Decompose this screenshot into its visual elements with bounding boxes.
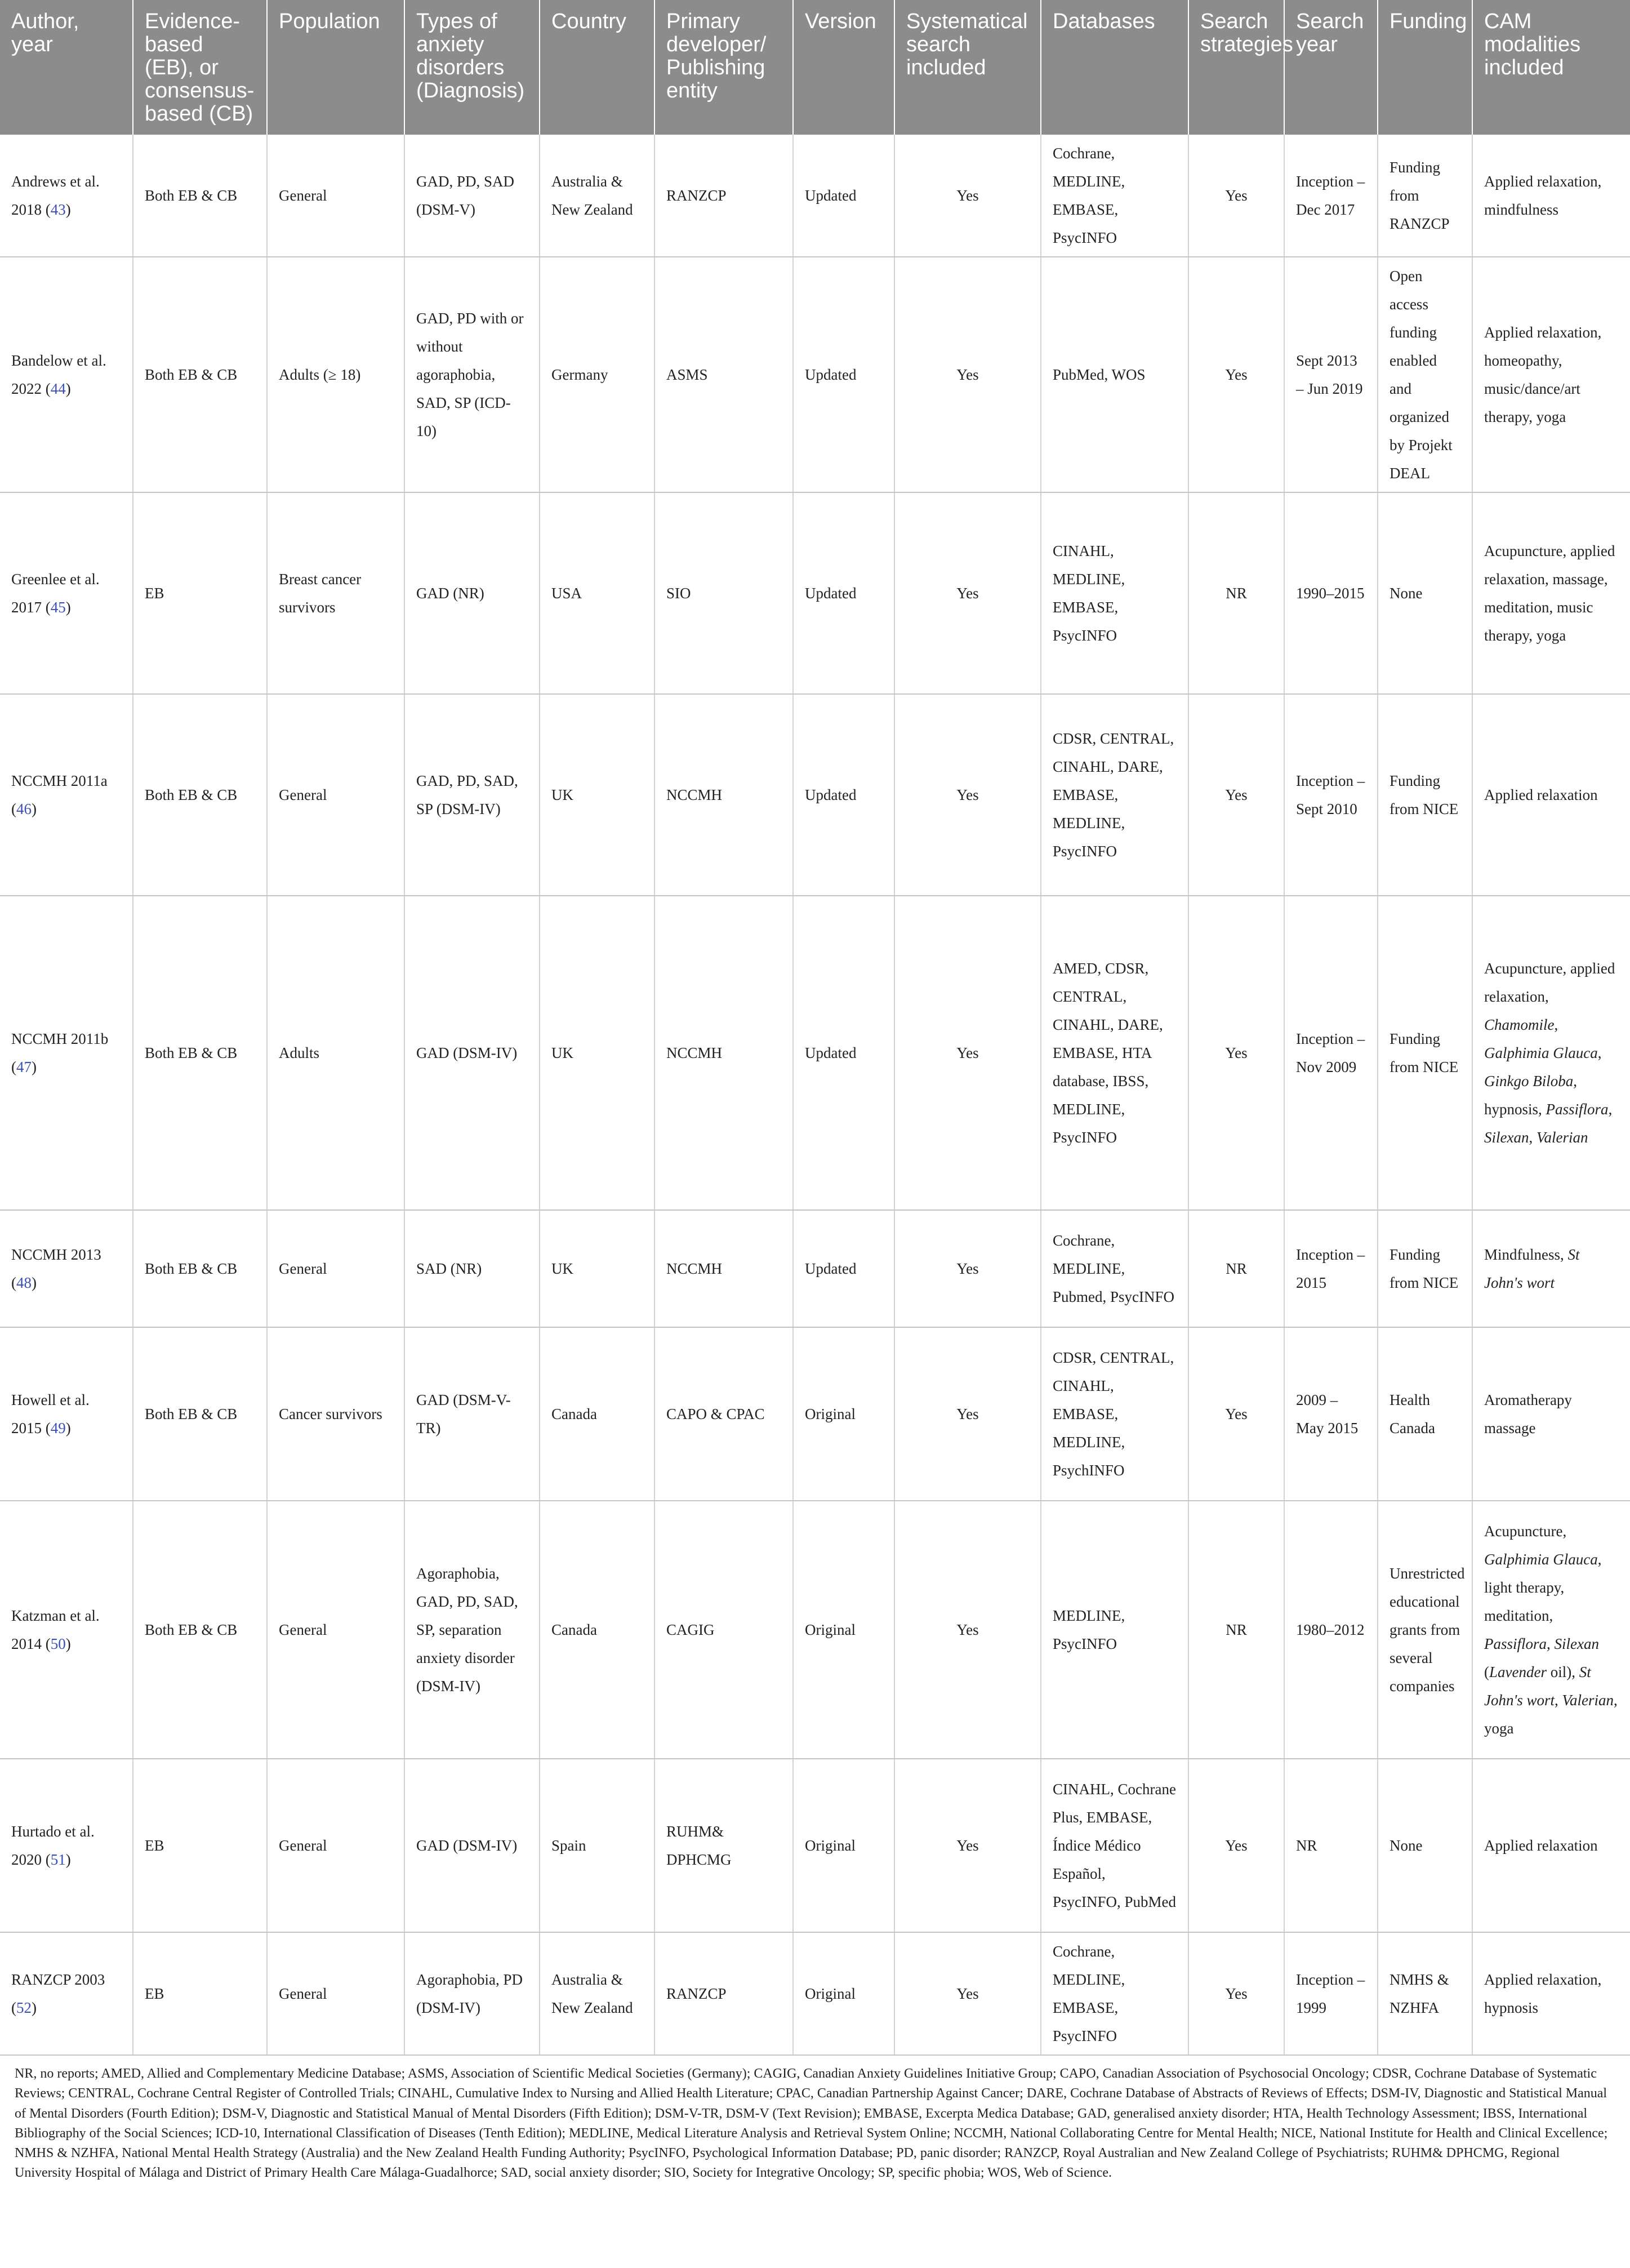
cam-text: Mindfulness, [1484,1246,1568,1263]
search-strategies-cell: Yes [1188,896,1284,1210]
population-cell: General [267,1759,404,1932]
author-cell [0,1210,133,1327]
author-text-end: ) [32,1059,37,1075]
systematic-search-cell: Yes [894,1327,1041,1501]
author-text: Andrews et al. 2018 ( [11,173,100,218]
cam-text: , [1555,1692,1562,1709]
author-cell [0,135,133,257]
evidence-cell: Both EB & CB [133,1501,267,1759]
column-header-population: Population [267,0,404,135]
country-cell: Canada [540,1501,654,1759]
developer-cell: CAPO & CPAC [654,1327,793,1501]
funding-cell: Funding from NICE [1378,896,1472,1210]
search-year-cell: 1980–2012 [1284,1501,1378,1759]
author-text-end: ) [65,1635,71,1652]
search-year-cell: Inception – Sept 2010 [1284,694,1378,896]
funding-cell: None [1378,1759,1472,1932]
author-text: Howell et al. 2015 ( [11,1391,90,1437]
search-year-cell: Sept 2013 – Jun 2019 [1284,257,1378,492]
systematic-search-cell: Yes [894,492,1041,694]
author-text-end: ) [32,1999,37,2016]
population-cell: General [267,694,404,896]
country-cell: Spain [540,1759,654,1932]
table-row [0,492,1630,694]
developer-cell: NCCMH [654,694,793,896]
systematic-search-cell: Yes [894,896,1041,1210]
reference-link[interactable]: 52 [16,1999,32,2016]
cam-italic-term: Lavender [1489,1664,1547,1680]
evidence-cell: EB [133,1759,267,1932]
databases-cell: PubMed, WOS [1041,257,1188,492]
author-text: Hurtado et al. 2020 ( [11,1823,95,1868]
disorders-cell: Agoraphobia, GAD, PD, SAD, SP, separation anxiety disorder (DSM-IV) [404,1501,540,1759]
funding-cell: Funding from RANZCP [1378,135,1472,257]
author-text: Katzman et al. 2014 ( [11,1607,100,1652]
cam-italic-term: Passiflora [1546,1101,1609,1118]
country-cell: UK [540,694,654,896]
population-cell: Cancer survivors [267,1327,404,1501]
column-header-version: Version [793,0,894,135]
cam-italic-term: Chamomile [1484,1016,1555,1033]
cam-italic-term: St John's wort [1484,1246,1580,1291]
country-cell: Australia & New Zealand [540,135,654,257]
cam-text: oil), [1546,1664,1579,1680]
version-cell: Original [793,1501,894,1759]
cam-modalities-cell [1472,1932,1630,2055]
column-header-systematic-search: Systematical search included [894,0,1041,135]
funding-cell: Unrestricted educational grants from several companies [1378,1501,1472,1759]
version-cell: Updated [793,492,894,694]
reference-link[interactable]: 46 [16,801,32,817]
funding-cell: Health Canada [1378,1327,1472,1501]
column-header-databases: Databases [1041,0,1188,135]
reference-link[interactable]: 43 [50,201,66,218]
country-cell: UK [540,1210,654,1327]
developer-cell: ASMS [654,257,793,492]
developer-cell: NCCMH [654,896,793,1210]
funding-cell: Funding from NICE [1378,694,1472,896]
cam-text: Applied relaxation, homeopathy, music/dance/art therapy, yoga [1484,324,1602,425]
cam-modalities-cell [1472,1501,1630,1759]
cam-text: Applied relaxation [1484,786,1598,803]
author-cell [0,1501,133,1759]
systematic-search-cell: Yes [894,694,1041,896]
databases-cell: Cochrane, MEDLINE, Pubmed, PsycINFO [1041,1210,1188,1327]
table-row [0,1210,1630,1327]
disorders-cell: GAD, PD, SAD (DSM-V) [404,135,540,257]
search-strategies-cell: NR [1188,1210,1284,1327]
evidence-cell: Both EB & CB [133,1210,267,1327]
reference-link[interactable]: 47 [16,1059,32,1075]
cam-italic-term: Ginkgo Biloba [1484,1073,1574,1089]
databases-cell: Cochrane, MEDLINE, EMBASE, PsycINFO [1041,1932,1188,2055]
table-row [0,1501,1630,1759]
reference-link[interactable]: 49 [50,1420,66,1437]
author-text: Bandelow et al. 2022 ( [11,352,106,397]
cam-italic-term: Passiflora [1484,1635,1547,1652]
cam-text: , [1597,1044,1602,1061]
population-cell: General [267,1210,404,1327]
cam-italic-term: Galphimia Glauca [1484,1551,1598,1568]
cam-text: , hypnosis, [1484,1073,1577,1118]
databases-cell: MEDLINE, PsycINFO [1041,1501,1188,1759]
cam-italic-term: Valerian [1562,1692,1614,1709]
reference-link[interactable]: 45 [50,599,66,616]
funding-cell: NMHS & NZHFA [1378,1932,1472,2055]
databases-cell: CDSR, CENTRAL, CINAHL, EMBASE, MEDLINE, PsychINFO [1041,1327,1188,1501]
search-strategies-cell: Yes [1188,694,1284,896]
search-strategies-cell: NR [1188,1501,1284,1759]
disorders-cell: GAD (NR) [404,492,540,694]
databases-cell: CINAHL, MEDLINE, EMBASE, PsycINFO [1041,492,1188,694]
funding-cell: None [1378,492,1472,694]
evidence-cell: Both EB & CB [133,896,267,1210]
reference-link[interactable]: 51 [50,1851,66,1868]
population-cell: Adults [267,896,404,1210]
version-cell: Updated [793,257,894,492]
developer-cell: RANZCP [654,135,793,257]
cam-italic-term: Galphimia Glauca [1484,1044,1598,1061]
cam-text: Aromatherapy massage [1484,1391,1572,1437]
cam-text: Applied relaxation, hypnosis [1484,1971,1602,2016]
column-header-search-year: Search year [1284,0,1378,135]
author-text: NCCMH 2011b ( [11,1030,109,1075]
search-year-cell: Inception – 2015 [1284,1210,1378,1327]
search-strategies-cell: Yes [1188,1932,1284,2055]
evidence-cell: EB [133,1932,267,2055]
author-cell [0,694,133,896]
disorders-cell: GAD (DSM-IV) [404,896,540,1210]
search-strategies-cell: Yes [1188,1327,1284,1501]
cam-italic-term: Valerian [1536,1129,1588,1146]
search-year-cell: Inception – Nov 2009 [1284,896,1378,1210]
author-text-end: ) [65,380,71,397]
evidence-cell: Both EB & CB [133,135,267,257]
cam-italic-term: St John's wort [1484,1664,1591,1709]
column-header-primary-developer: Primary developer/ Publishing entity [654,0,793,135]
systematic-search-cell: Yes [894,1210,1041,1327]
table-row [0,1759,1630,1932]
author-text-end: ) [65,1420,71,1437]
population-cell: Breast cancer survivors [267,492,404,694]
cam-text: , [1554,1016,1558,1033]
cam-modalities-cell [1472,896,1630,1210]
cam-text: Applied relaxation, mindfulness [1484,173,1602,218]
version-cell: Updated [793,694,894,896]
systematic-search-cell: Yes [894,135,1041,257]
column-header-author-year: Author, year [0,0,133,135]
evidence-cell: EB [133,492,267,694]
population-cell: General [267,1501,404,1759]
author-cell [0,896,133,1210]
cam-text: , [1547,1635,1555,1652]
evidence-cell: Both EB & CB [133,694,267,896]
author-text: Greenlee et al. 2017 ( [11,571,100,616]
cam-text: , light therapy, meditation, [1484,1551,1602,1624]
table-row [0,135,1630,257]
developer-cell: SIO [654,492,793,694]
cam-modalities-cell [1472,257,1630,492]
disorders-cell: GAD, PD, SAD, SP (DSM-IV) [404,694,540,896]
systematic-search-cell: Yes [894,1932,1041,2055]
disorders-cell: GAD (DSM-V-TR) [404,1327,540,1501]
table-row [0,1327,1630,1501]
evidence-cell: Both EB & CB [133,1327,267,1501]
cam-modalities-cell [1472,135,1630,257]
search-strategies-cell: Yes [1188,1759,1284,1932]
databases-cell: AMED, CDSR, CENTRAL, CINAHL, DARE, EMBASE, HTA database, IBSS, MEDLINE, PsycINFO [1041,896,1188,1210]
country-cell: UK [540,896,654,1210]
author-cell [0,492,133,694]
funding-cell: Funding from NICE [1378,1210,1472,1327]
cam-italic-term: Silexan [1554,1635,1600,1652]
systematic-search-cell: Yes [894,1759,1041,1932]
table-body [0,135,1630,2055]
table-header-row [0,0,1630,135]
table-row [0,1932,1630,2055]
table-row [0,257,1630,492]
author-cell [0,257,133,492]
author-text-end: ) [65,1851,71,1868]
population-cell: General [267,1932,404,2055]
author-text: NCCMH 2011a ( [11,772,108,817]
population-cell: Adults (≥ 18) [267,257,404,492]
column-header-anxiety-disorder-types: Types of anxiety disorders (Diagnosis) [404,0,540,135]
population-cell: General [267,135,404,257]
table-row [0,896,1630,1210]
evidence-cell: Both EB & CB [133,257,267,492]
author-text-end: ) [32,801,37,817]
databases-cell: Cochrane, MEDLINE, EMBASE, PsycINFO [1041,135,1188,257]
databases-cell: CDSR, CENTRAL, CINAHL, DARE, EMBASE, MEDLINE, PsycINFO [1041,694,1188,896]
cam-modalities-cell [1472,694,1630,896]
developer-cell: CAGIG [654,1501,793,1759]
version-cell: Updated [793,135,894,257]
country-cell: Canada [540,1327,654,1501]
author-text: NCCMH 2013 ( [11,1246,101,1291]
developer-cell: RUHM& DPHCMG [654,1759,793,1932]
cam-text: ( [1484,1664,1489,1680]
databases-cell: CINAHL, Cochrane Plus, EMBASE, Índice Médico Español, PsycINFO, PubMed [1041,1759,1188,1932]
funding-cell: Open access funding enabled and organized by Projekt DEAL [1378,257,1472,492]
search-strategies-cell: Yes [1188,135,1284,257]
author-text: RANZCP 2003 ( [11,1971,105,2016]
version-cell: Updated [793,1210,894,1327]
author-text-end: ) [32,1274,37,1291]
version-cell: Updated [793,896,894,1210]
table-footnote: NR, no reports; AMED, Allied and Complementary Medicine Database; ASMS, Association of Scientific Medical Societies (Germany); CAGIG, Canadian Anxiety Guidelines Initiative Group; CAPO, Canadian Association of Psychosocial Oncology; CDSR, Cochrane Database of Systematic Reviews; CENTRAL, Cochrane Central Register of Controlled Trials; CINAHL, Cumulative Index to Nursing and Allied Health Literature; CPAC, Canadian Partnership Against Cancer; DARE, Cochrane Database of Abstracts of Reviews of Effects; DSM-IV, Diagnostic and Statistical Manual of Mental Disorders (Fourth Edition); DSM-V, Diagnostic and Statistical Manual of Mental Disorders (Fifth Edition); DSM-V-TR, DSM-V (Text Revision); EMBASE, Excerpta Medica Database; GAD, generalised anxiety disorder; HTA, Health Technology Assessment; IBSS, International Bibliography of the Social Sciences; ICD-10, International Classification of Diseases (Tenth Edition); MEDLINE, Medical Literature Analysis and Retrieval System Online; NCCMH, National Collaborating Centre for Mental Health; NICE, National Institute for Health and Clinical Excellence; NMHS & NZHFA, National Mental Health Strategy (Australia) and the New Zealand Health Funding Authority; PsycINFO, Psychological Information Database; PD, panic disorder; RANZCP, Royal Australian and New Zealand College of Psychiatrists; RUHM& DPHCMG, Regional University Hospital of Málaga and District of Primary Health Care Málaga-Guadalhorce; SAD, social anxiety disorder; SIO, Society for Integrative Oncology; SP, specific phobia; WOS, Web of Science. [15,2066,1608,2181]
disorders-cell: SAD (NR) [404,1210,540,1327]
cam-text: Applied relaxation [1484,1837,1598,1854]
search-year-cell: 1990–2015 [1284,492,1378,694]
cam-modalities-cell [1472,1210,1630,1327]
search-year-cell: Inception – Dec 2017 [1284,135,1378,257]
column-header-funding: Funding [1378,0,1472,135]
column-header-evidence-type: Evidence-based (EB), or consensus-based (CB) [133,0,267,135]
cam-text: , yoga [1484,1692,1618,1737]
cam-text: Acupuncture, applied relaxation, [1484,960,1615,1005]
cam-text: Acupuncture, [1484,1523,1567,1540]
country-cell: Australia & New Zealand [540,1932,654,2055]
author-text-end: ) [65,599,71,616]
author-cell [0,1327,133,1501]
version-cell: Original [793,1932,894,2055]
developer-cell: RANZCP [654,1932,793,2055]
cam-text: , [1529,1129,1537,1146]
search-year-cell: NR [1284,1759,1378,1932]
reference-link[interactable]: 48 [16,1274,32,1291]
cam-modalities-cell [1472,492,1630,694]
disorders-cell: GAD (DSM-IV) [404,1759,540,1932]
cam-text: , [1608,1101,1613,1118]
version-cell: Original [793,1759,894,1932]
author-text-end: ) [65,201,71,218]
search-strategies-cell: NR [1188,492,1284,694]
systematic-search-cell: Yes [894,257,1041,492]
disorders-cell: GAD, PD with or without agoraphobia, SAD, SP (ICD-10) [404,257,540,492]
reference-link[interactable]: 44 [50,380,66,397]
cam-modalities-cell [1472,1327,1630,1501]
search-strategies-cell: Yes [1188,257,1284,492]
author-cell [0,1759,133,1932]
author-cell [0,1932,133,2055]
table-row [0,694,1630,896]
reference-link[interactable]: 50 [50,1635,66,1652]
column-header-search-strategies: Search strategies [1188,0,1284,135]
developer-cell: NCCMH [654,1210,793,1327]
version-cell: Original [793,1327,894,1501]
country-cell: USA [540,492,654,694]
cam-text: Acupuncture, applied relaxation, massage, meditation, music therapy, yoga [1484,542,1615,644]
country-cell: Germany [540,257,654,492]
disorders-cell: Agoraphobia, PD (DSM-IV) [404,1932,540,2055]
systematic-search-cell: Yes [894,1501,1041,1759]
column-header-country: Country [540,0,654,135]
search-year-cell: Inception – 1999 [1284,1932,1378,2055]
cam-italic-term: Silexan [1484,1129,1529,1146]
cam-modalities-cell [1472,1759,1630,1932]
search-year-cell: 2009 – May 2015 [1284,1327,1378,1501]
column-header-cam-modalities: CAM modalities included [1472,0,1630,135]
